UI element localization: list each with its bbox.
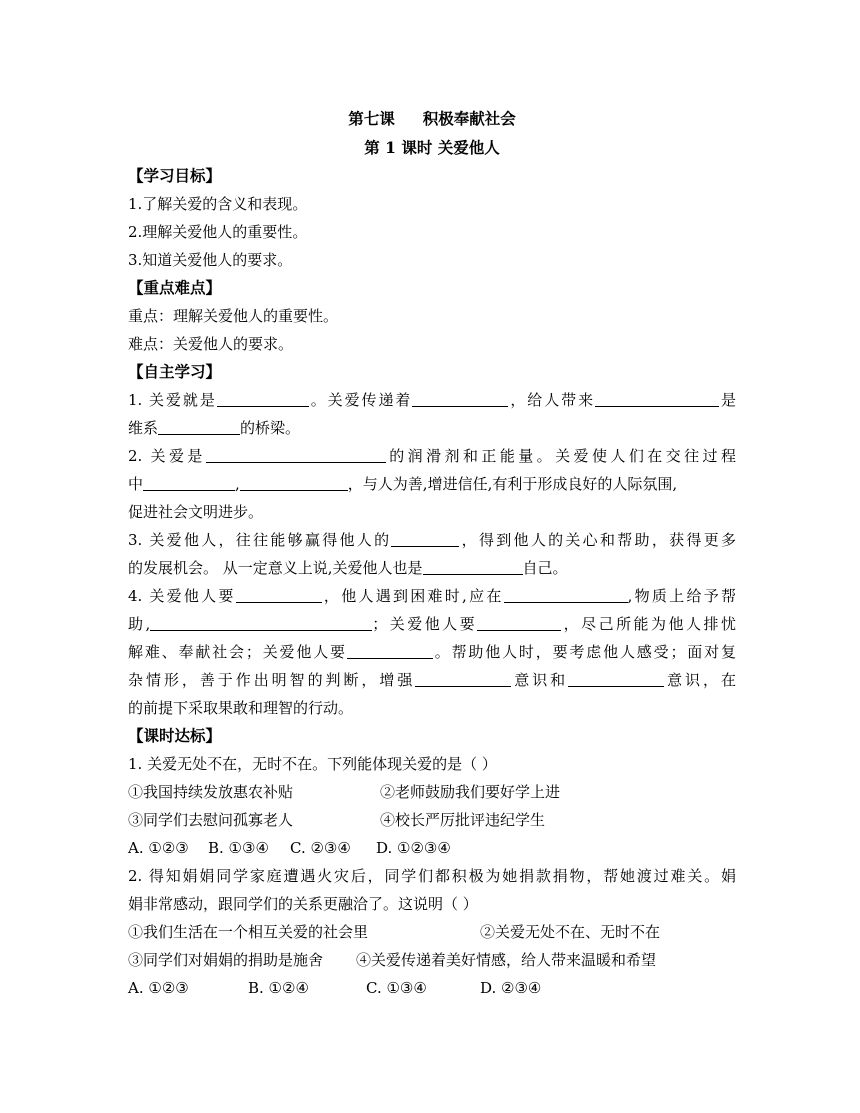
lesson-name: 积极奉献社会 xyxy=(422,109,516,128)
question-text: 助, xyxy=(128,615,151,633)
answer-blank[interactable] xyxy=(391,530,459,547)
statement: ②关爱无处不在、无时不在 xyxy=(480,923,661,941)
question-text: 自己。 xyxy=(522,559,568,577)
mc-question-2-statements xyxy=(128,946,736,974)
question-text: ，与人为善,增进信任,有利于形成良好的人际氛围, xyxy=(347,475,678,493)
fill-question-4-line4 xyxy=(128,666,736,694)
fill-question-4-line2 xyxy=(128,610,736,638)
fill-question-3-cont xyxy=(128,554,736,582)
fill-question-4-line3 xyxy=(128,638,736,666)
answer-blank[interactable] xyxy=(158,418,240,435)
question-text: 的桥梁。 xyxy=(240,419,301,437)
mc-question-1-choices xyxy=(128,834,736,862)
question-text: , xyxy=(235,475,240,493)
question-text: 是 xyxy=(719,391,736,409)
question-text: ,物质上给予帮 xyxy=(627,587,736,605)
statement: ④校长严厉批评违纪学生 xyxy=(380,811,546,829)
answer-blank[interactable] xyxy=(412,390,508,407)
choice-c[interactable]: C. ①③④ xyxy=(366,979,427,997)
answer-blank[interactable] xyxy=(504,586,628,603)
answer-blank[interactable] xyxy=(150,614,372,631)
fill-question-2-cont xyxy=(128,470,736,498)
fill-question-1-cont xyxy=(128,414,736,442)
statement: ①我国持续发放惠农补贴 xyxy=(128,783,294,801)
choice-a[interactable]: A. ①②③ xyxy=(128,839,189,857)
question-text: 中 xyxy=(128,475,144,493)
fill-question-2-end: 促进社会文明进步。 xyxy=(128,503,264,521)
question-text: 解难、奉献社会；关爱他人要 xyxy=(128,643,347,661)
practice-heading: 【课时达标】 xyxy=(128,726,222,745)
answer-blank[interactable] xyxy=(568,670,664,687)
question-text: 。帮助他人时，要考虑他人感受；面对复 xyxy=(432,643,736,661)
question-text: ，给人带来 xyxy=(508,391,596,409)
mc-question-2-statements xyxy=(128,918,736,946)
answer-blank[interactable] xyxy=(206,446,386,463)
keypoint-item: 重点：理解关爱他人的重要性。 xyxy=(128,307,339,325)
statement: ①我们生活在一个相互关爱的社会里 xyxy=(128,923,369,941)
mc-question-1-statements xyxy=(128,778,736,806)
mc-question-2-choices xyxy=(128,974,736,1002)
question-text: 意识和 xyxy=(511,671,569,689)
statement: ③同学们去慰问孤寡老人 xyxy=(128,811,294,829)
question-text: 4. 关爱他人要 xyxy=(128,587,236,605)
answer-blank[interactable] xyxy=(415,670,511,687)
choice-b[interactable]: B. ①②④ xyxy=(248,979,309,997)
statement: ④关爱传递着美好情感，给人带来温暖和希望 xyxy=(356,951,657,969)
question-text: ，尽己所能为他人排忧 xyxy=(561,615,736,633)
answer-blank[interactable] xyxy=(595,390,719,407)
question-text: 。关爱传递着 xyxy=(308,391,413,409)
keypoint-item: 难点：关爱他人的要求。 xyxy=(128,335,294,353)
answer-blank[interactable] xyxy=(240,474,348,491)
keypoints-heading: 【重点难点】 xyxy=(128,278,222,297)
answer-blank[interactable] xyxy=(143,474,235,491)
mc-question-1-stem: 1. 关爱无处不在，无时不在。下列能体现关爱的是（ ） xyxy=(128,755,497,773)
question-text: ，他人遇到困难时,应在 xyxy=(321,587,504,605)
answer-blank[interactable] xyxy=(423,558,523,575)
question-text: 杂情形，善于作出明智的判断，增强 xyxy=(128,671,416,689)
choice-b[interactable]: B. ①③④ xyxy=(208,839,269,857)
statement: ③同学们对娟娟的捐助是施舍 xyxy=(128,951,324,969)
document-content xyxy=(128,104,736,1002)
lesson-title xyxy=(128,104,736,133)
question-text: 3. 关爱他人，往往能够赢得他人的 xyxy=(128,531,392,549)
choice-d[interactable]: D. ①②③④ xyxy=(376,839,451,857)
objective-item: 1.了解关爱的含义和表现。 xyxy=(128,195,308,213)
mc-question-2-stem-cont: 娟非常感动，跟同学们的关系更融洽了。这说明（ ） xyxy=(128,895,478,913)
question-text: 的润滑剂和正能量。关爱使人们在交往过程 xyxy=(385,447,736,465)
question-text: 1. 关爱就是 xyxy=(128,391,217,409)
statement: ②老师鼓励我们要好学上进 xyxy=(380,783,561,801)
answer-blank[interactable] xyxy=(236,586,322,603)
objective-item: 2.理解关爱他人的重要性。 xyxy=(128,223,308,241)
objective-item: 3.知道关爱他人的要求。 xyxy=(128,251,293,269)
answer-blank[interactable] xyxy=(347,642,433,659)
mc-question-1-statements xyxy=(128,806,736,834)
self-study-heading: 【自主学习】 xyxy=(128,362,222,381)
question-text: 2. 关爱是 xyxy=(128,447,206,465)
answer-blank[interactable] xyxy=(217,390,309,407)
choice-c[interactable]: C. ②③④ xyxy=(290,839,351,857)
question-text: 意识，在 xyxy=(664,671,736,689)
mc-question-2-stem: 2. 得知娟娟同学家庭遭遇火灾后，同学们都积极为她捐款捐物，帮她渡过难关。娟 xyxy=(128,867,736,885)
fill-question-1 xyxy=(128,386,736,414)
fill-question-2 xyxy=(128,442,736,470)
fill-question-4-end: 的前提下采取果敢和理智的行动。 xyxy=(128,699,354,717)
lesson-subtitle: 第 1 课时 关爱他人 xyxy=(364,138,500,157)
answer-blank[interactable] xyxy=(477,614,561,631)
question-text: ，得到他人的关心和帮助，获得更多 xyxy=(459,531,736,549)
question-text: 的发展机会。 从一定意义上说,关爱他人也是 xyxy=(128,559,423,577)
question-text: 维系 xyxy=(128,419,159,437)
fill-question-4 xyxy=(128,582,736,610)
lesson-number: 第七课 xyxy=(348,109,395,128)
choice-d[interactable]: D. ②③④ xyxy=(480,979,542,997)
fill-question-3 xyxy=(128,526,736,554)
question-text: ；关爱他人要 xyxy=(372,615,478,633)
objectives-heading: 【学习目标】 xyxy=(128,166,222,185)
choice-a[interactable]: A. ①②③ xyxy=(128,979,189,997)
